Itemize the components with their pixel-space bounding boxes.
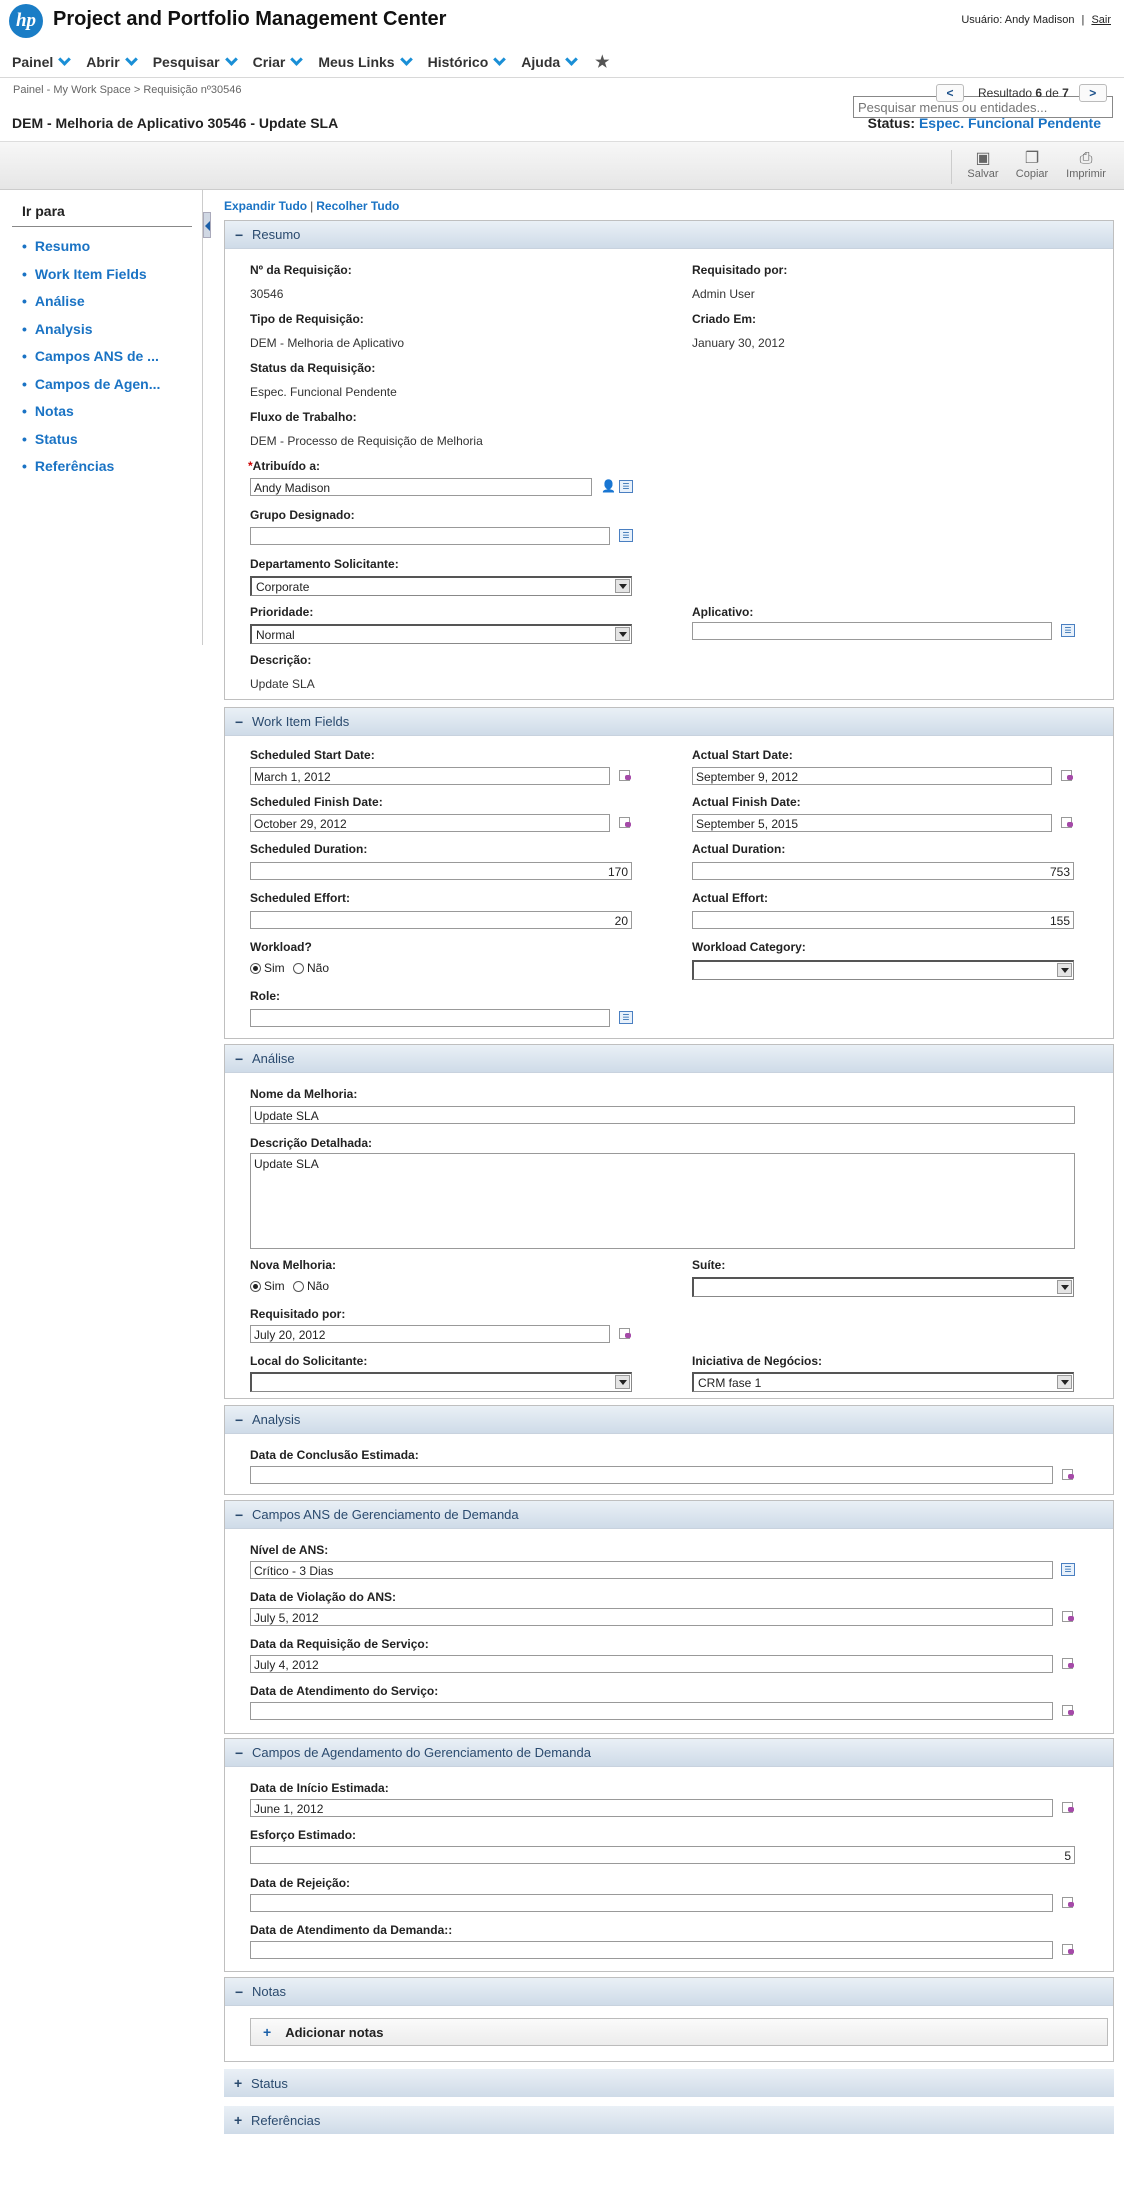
calendar-icon[interactable]	[1061, 1704, 1075, 1717]
menu-criar[interactable]	[253, 52, 302, 72]
sched-start-input[interactable]: March 1, 2012	[250, 767, 610, 785]
required-marker: *	[248, 459, 253, 473]
workflow-value: DEM - Processo de Requisição de Melhoria	[250, 434, 483, 448]
actual-effort-label: Actual Effort:	[692, 891, 768, 905]
initiative-select[interactable]	[692, 1372, 1074, 1392]
workload-cat-label: Workload Category:	[692, 940, 806, 954]
location-select[interactable]	[250, 1372, 632, 1392]
chevron-down-icon	[493, 53, 506, 66]
sched-effort-input[interactable]: 20	[250, 911, 632, 929]
reject-input[interactable]	[250, 1894, 1053, 1912]
copy-button[interactable]	[1007, 150, 1057, 180]
collapse-icon: −	[235, 1506, 244, 1523]
menu-meus-links[interactable]	[318, 52, 410, 72]
chevron-down-icon	[125, 53, 138, 66]
service-attend-input[interactable]	[250, 1702, 1053, 1720]
menu-label: Pesquisar	[152, 54, 220, 70]
sidebar-item-referencias[interactable]: • Referências	[22, 458, 177, 486]
dept-value: Corporate	[256, 580, 310, 594]
pager-of: de	[1045, 86, 1059, 100]
calendar-icon[interactable]	[1061, 1610, 1075, 1623]
priority-select[interactable]	[250, 624, 632, 644]
detail-textarea[interactable]: Update SLA	[250, 1153, 1075, 1249]
dropdown-arrow-icon	[615, 579, 630, 593]
calendar-icon[interactable]	[1061, 1896, 1075, 1909]
section-header[interactable]	[224, 2069, 1114, 2097]
created-label: Criado Em:	[692, 312, 757, 326]
radio-selected-icon	[250, 963, 261, 974]
calendar-icon[interactable]	[1060, 769, 1074, 782]
sched-finish-input[interactable]: October 29, 2012	[250, 814, 610, 832]
expand-icon: +	[234, 2112, 243, 2128]
list-lookup-icon[interactable]: ☰	[619, 480, 633, 493]
est-completion-label: Data de Conclusão Estimada:	[250, 1448, 419, 1462]
requested-by-label: Requisitado por:	[692, 263, 788, 277]
demand-attend-label: Data de Atendimento da Demanda::	[250, 1923, 453, 1937]
calendar-icon[interactable]	[1061, 1801, 1075, 1814]
app-label: Aplicativo:	[692, 605, 754, 619]
collapse-icon: −	[235, 1744, 244, 1761]
dropdown-arrow-icon	[1057, 1375, 1072, 1389]
est-effort-label: Esforço Estimado:	[250, 1828, 357, 1842]
sched-dur-label: Scheduled Duration:	[250, 842, 368, 856]
pager-text	[978, 86, 1069, 100]
service-request-input[interactable]: July 4, 2012	[250, 1655, 1053, 1673]
workflow-label: Fluxo de Trabalho:	[250, 410, 357, 424]
collapse-icon: −	[235, 226, 244, 243]
location-label: Local do Solicitante:	[250, 1354, 368, 1368]
app-input[interactable]	[692, 622, 1052, 640]
sidebar-item-analise[interactable]: • Análise	[22, 293, 177, 321]
section-header[interactable]	[225, 1501, 1113, 1529]
section-title: Resumo	[252, 227, 301, 242]
actual-dur-input[interactable]: 753	[692, 862, 1074, 880]
sidebar-title: Ir para	[22, 203, 65, 219]
status-label: Status:	[867, 115, 916, 131]
section-header[interactable]	[224, 2106, 1114, 2134]
radio-label: Não	[307, 961, 330, 975]
sched-finish-label: Scheduled Finish Date:	[250, 795, 383, 809]
radio-label: Sim	[264, 961, 285, 975]
group-label: Grupo Designado:	[250, 508, 355, 522]
logout-link[interactable]: Sair	[1091, 14, 1111, 26]
expand-icon: +	[234, 2075, 243, 2091]
save-button[interactable]	[958, 150, 1008, 180]
priority-label: Prioridade:	[250, 605, 314, 619]
collapse-icon: −	[235, 713, 244, 730]
menu-historico[interactable]	[428, 52, 505, 72]
est-effort-input[interactable]: 5	[250, 1846, 1075, 1864]
req-status-label: Status da Requisição:	[250, 361, 376, 375]
desc-value: Update SLA	[250, 677, 315, 691]
calendar-icon[interactable]	[618, 1327, 632, 1340]
user-info	[961, 14, 1111, 26]
chevron-down-icon	[58, 53, 71, 66]
workload-cat-select[interactable]	[692, 960, 1074, 980]
menu-pesquisar[interactable]	[153, 52, 236, 72]
pager-total: 7	[1062, 86, 1069, 100]
ans-level-lookup-icon[interactable]: ☰	[1061, 1563, 1075, 1576]
calendar-icon[interactable]	[618, 769, 632, 782]
actual-finish-label: Actual Finish Date:	[692, 795, 801, 809]
menu-label: Criar	[252, 54, 286, 70]
detail-label: Descrição Detalhada:	[250, 1136, 373, 1150]
actual-finish-input[interactable]: September 5, 2015	[692, 814, 1052, 832]
sidebar-item-status[interactable]: • Status	[22, 431, 177, 459]
add-notes-button[interactable]	[250, 2018, 1108, 2046]
radio-label: Não	[307, 1279, 330, 1293]
req-status-value: Espec. Funcional Pendente	[250, 385, 397, 399]
dropdown-arrow-icon	[615, 627, 630, 641]
dropdown-arrow-icon	[615, 1375, 630, 1389]
actual-dur-label: Actual Duration:	[692, 842, 786, 856]
section-header[interactable]	[225, 1978, 1113, 2006]
req-num-label: Nº da Requisição:	[250, 263, 352, 277]
collapse-icon: −	[235, 1983, 244, 2000]
section-title: Referências	[251, 2112, 321, 2128]
section-header[interactable]	[225, 1045, 1113, 1073]
menu-label: Ajuda	[521, 54, 561, 70]
priority-value: Normal	[256, 628, 295, 642]
initiative-label: Iniciativa de Negócios:	[692, 1354, 823, 1368]
user-label: Usuário: Andy Madison	[961, 14, 1075, 26]
group-input[interactable]	[250, 527, 610, 545]
section-title: Análise	[252, 1051, 295, 1066]
requested-label: Requisitado por:	[250, 1307, 346, 1321]
menu-label: Histórico	[427, 54, 489, 70]
radio-empty-icon	[293, 1281, 304, 1292]
section-title: Analysis	[252, 1412, 301, 1427]
role-input[interactable]	[250, 1009, 610, 1027]
service-attend-label: Data de Atendimento do Serviço:	[250, 1684, 439, 1698]
menu-ajuda[interactable]	[521, 52, 576, 72]
section-header[interactable]	[225, 221, 1113, 249]
section-analise	[224, 1044, 1114, 1399]
type-value: DEM - Melhoria de Aplicativo	[250, 336, 405, 350]
est-start-label: Data de Início Estimada:	[250, 1781, 389, 1795]
section-referencias	[224, 2106, 1114, 2134]
prev-result-button[interactable]: <	[936, 84, 964, 102]
breadcrumb[interactable]: Painel - My Work Space > Requisição nº30546	[13, 84, 242, 96]
ans-level-label: Nível de ANS:	[250, 1543, 329, 1557]
save-icon: ▣	[975, 150, 991, 167]
calendar-icon[interactable]	[1061, 1468, 1075, 1481]
sidebar-item-campos-ans[interactable]: • Campos ANS de ...	[22, 348, 177, 376]
favorites-star-icon[interactable]: ★	[595, 54, 610, 71]
request-status	[868, 115, 1101, 131]
new-improvement-label: Nova Melhoria:	[250, 1258, 337, 1272]
expand-collapse-links	[224, 199, 399, 213]
dropdown-arrow-icon	[1057, 1280, 1072, 1294]
sidebar-item-resumo[interactable]: • Resumo	[22, 238, 177, 266]
section-header[interactable]	[225, 1406, 1113, 1434]
workload-label: Workload?	[250, 940, 312, 954]
improvement-name-input[interactable]: Update SLA	[250, 1106, 1075, 1124]
sidebar-item-notas[interactable]: • Notas	[22, 403, 177, 431]
action-toolbar	[0, 141, 1124, 190]
collapse-icon: −	[235, 1411, 244, 1428]
sched-dur-input[interactable]: 170	[250, 862, 632, 880]
menu-label: Painel	[12, 54, 54, 70]
group-lookup-icon[interactable]: ☰	[619, 529, 633, 542]
section-notas	[224, 1977, 1114, 2062]
link-separator: |	[310, 199, 314, 213]
menu-abrir[interactable]	[86, 52, 135, 72]
radio-empty-icon	[293, 963, 304, 974]
section-title: Notas	[252, 1984, 286, 1999]
toolbar-divider	[951, 150, 952, 184]
print-button[interactable]	[1061, 150, 1111, 180]
chevron-down-icon	[565, 53, 578, 66]
type-label: Tipo de Requisição:	[250, 312, 364, 326]
sidebar-divider	[12, 226, 192, 227]
user-separator: |	[1081, 14, 1085, 26]
reject-label: Data de Rejeição:	[250, 1876, 351, 1890]
chevron-down-icon	[225, 53, 238, 66]
collapse-all-link[interactable]: Recolher Tudo	[316, 199, 400, 213]
suite-select[interactable]	[692, 1277, 1074, 1297]
app-header	[0, 0, 1124, 48]
calendar-icon[interactable]	[618, 816, 632, 829]
sidebar-item-analysis[interactable]: • Analysis	[22, 321, 177, 349]
new-yes-radio[interactable]	[250, 1279, 285, 1293]
service-request-label: Data da Requisição de Serviço:	[250, 1637, 429, 1651]
radio-label: Sim	[264, 1279, 285, 1293]
section-title: Status	[251, 2075, 288, 2091]
calendar-icon[interactable]	[1061, 1657, 1075, 1670]
est-start-input[interactable]: June 1, 2012	[250, 1799, 1053, 1817]
section-resumo	[224, 220, 1114, 700]
suite-label: Suíte:	[692, 1258, 726, 1272]
expand-all-link[interactable]: Expandir Tudo	[224, 199, 308, 213]
save-label: Salvar	[967, 168, 999, 180]
print-label: Imprimir	[1066, 168, 1106, 180]
actual-start-label: Actual Start Date:	[692, 748, 793, 762]
assigned-label-text: Atribuído a:	[252, 459, 320, 473]
requested-by-value: Admin User	[692, 287, 755, 301]
result-pager	[936, 84, 1107, 102]
chevron-down-icon	[290, 53, 303, 66]
app-lookup-icon[interactable]: ☰	[1061, 624, 1075, 637]
next-result-button[interactable]: >	[1079, 84, 1107, 102]
sidebar-item-campos-agendamento[interactable]: • Campos de Agen...	[22, 376, 177, 404]
demand-attend-input[interactable]	[250, 1941, 1053, 1959]
collapse-icon: −	[235, 1050, 244, 1067]
menu-label: Meus Links	[318, 54, 395, 70]
assigned-input[interactable]: Andy Madison	[250, 478, 592, 496]
section-campos-agendamento	[224, 1738, 1114, 1972]
copy-label: Copiar	[1015, 168, 1049, 180]
section-header[interactable]	[225, 1739, 1113, 1767]
hp-logo-icon[interactable]: hp	[9, 4, 43, 38]
ans-violation-input[interactable]: July 5, 2012	[250, 1608, 1053, 1626]
actual-start-input[interactable]: September 9, 2012	[692, 767, 1052, 785]
assigned-label	[248, 459, 320, 473]
dept-select[interactable]	[250, 576, 632, 596]
role-label: Role:	[250, 989, 280, 1003]
workload-no-radio[interactable]	[293, 961, 329, 975]
status-value: Espec. Funcional Pendente	[918, 115, 1101, 131]
ans-violation-label: Data de Violação do ANS:	[250, 1590, 397, 1604]
pager-current: 6	[1035, 86, 1043, 100]
pager-label: Resultado	[978, 86, 1033, 100]
role-lookup-icon[interactable]: ☰	[619, 1011, 633, 1024]
plus-icon: +	[263, 2024, 272, 2040]
dropdown-arrow-icon	[1057, 963, 1072, 977]
requested-date-input[interactable]: July 20, 2012	[250, 1325, 610, 1343]
app-title: Project and Portfolio Management Center	[53, 8, 447, 30]
actual-effort-input[interactable]: 155	[692, 911, 1074, 929]
section-header[interactable]	[225, 708, 1113, 736]
new-no-radio[interactable]	[293, 1279, 329, 1293]
copy-icon: ❐	[1024, 150, 1040, 167]
est-completion-input[interactable]	[250, 1466, 1053, 1484]
created-value: January 30, 2012	[692, 336, 785, 350]
section-work-item-fields	[224, 707, 1114, 1039]
jump-list	[22, 238, 177, 486]
sched-start-label: Scheduled Start Date:	[250, 748, 375, 762]
initiative-value: CRM fase 1	[698, 1376, 762, 1390]
calendar-icon[interactable]	[1060, 816, 1074, 829]
main-menu	[12, 52, 627, 72]
sidebar-item-work-item-fields[interactable]: • Work Item Fields	[22, 266, 177, 294]
section-title: Campos de Agendamento do Gerenciamento de Demanda	[252, 1745, 591, 1760]
improvement-name-label: Nome da Melhoria:	[250, 1087, 358, 1101]
section-status	[224, 2069, 1114, 2097]
chevron-down-icon	[400, 53, 413, 66]
calendar-icon[interactable]	[1061, 1943, 1075, 1956]
dept-label: Departamento Solicitante:	[250, 557, 399, 571]
ans-level-input[interactable]: Crítico - 3 Dias	[250, 1561, 1053, 1579]
section-title: Campos ANS de Gerenciamento de Demanda	[252, 1507, 519, 1522]
section-analysis	[224, 1405, 1114, 1495]
menu-painel[interactable]	[12, 52, 69, 72]
menu-label: Abrir	[86, 54, 120, 70]
main-menubar	[0, 48, 1124, 78]
user-lookup-icon[interactable]: 👤	[601, 479, 616, 493]
req-num-value: 30546	[250, 287, 284, 301]
radio-selected-icon	[250, 1281, 261, 1292]
workload-yes-radio[interactable]	[250, 961, 285, 975]
page-title: DEM - Melhoria de Aplicativo 30546 - Update SLA	[12, 115, 339, 131]
section-campos-ans	[224, 1500, 1114, 1734]
add-notes-label: Adicionar notas	[285, 2024, 384, 2040]
sidebar-collapse-handle[interactable]	[203, 212, 211, 238]
sched-effort-label: Scheduled Effort:	[250, 891, 351, 905]
jump-sidebar	[0, 190, 203, 645]
desc-label: Descrição:	[250, 653, 312, 667]
print-icon: ⎙	[1079, 150, 1093, 167]
section-title: Work Item Fields	[252, 714, 350, 729]
